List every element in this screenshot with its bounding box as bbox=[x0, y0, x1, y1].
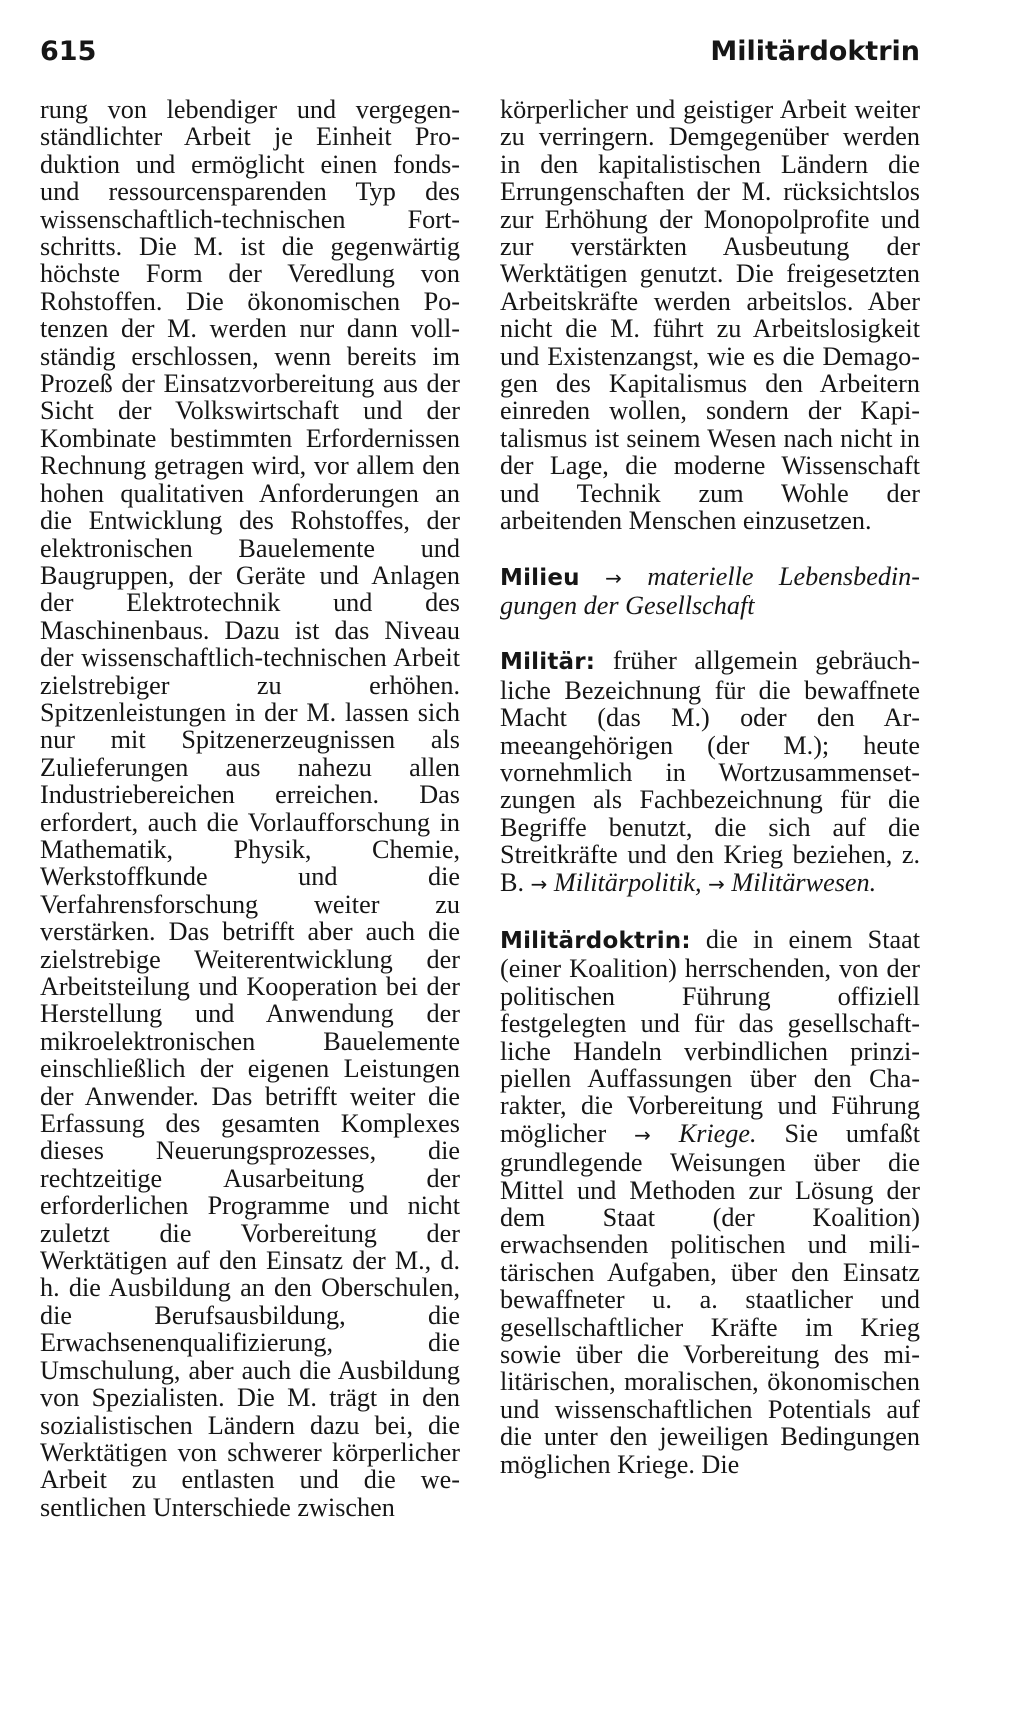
cross-reference-arrow-icon: → bbox=[634, 1122, 651, 1147]
left-column-text: rung von lebendiger und vergegenständlichter Arbeit je Einheit Produktion und ermöglicht einen fonds- und ressourcensparenden Typ des wissenschaftlich-technischen Fortschritts. Die M. ist die gegenwärtig höchste Form der Veredlung von Rohstoffen. Die ökonomischen Potenzen der M. werden nur dann vollständig erschlossen, wenn bereits im Prozeß der Einsatzvorbereitung aus der Sicht der Volkswirtschaft und der Kombinate bestimmten Erfordernissen Rechnung getragen wird, vor allem den hohen qualitativen Anforderungen an die Entwicklung des Rohstoffes, der elektronischen Bauelemente und Baugruppen, der Geräte und Anlagen der Elektrotechnik und des Maschinenbaus. Dazu ist das Niveau der wissenschaftlich-technischen Arbeit zielstrebiger zu erhöhen. Spitzenleistungen in der M. lassen sich nur mit Spitzenerzeugnissen als Zulieferungen aus nahezu allen Industriebereichen erreichen. Das erfordert, auch die Vorlaufforschung in Mathematik, Physik, Chemie, Werkstoffkunde und die Verfahrensforschung weiter zu verstärken. Das betrifft aber auch die zielstrebige Weiterentwicklung der Arbeitsteilung und Kooperation bei der Herstellung und Anwendung der mikroelektronischen Bauelemente einschließlich der eigenen Leistungen der Anwender. Das betrifft weiter die Erfassung des gesamten Komplexes dieses Neuerungsprozesses, die rechtzeitige Ausarbeitung der erforderlichen Programme und nicht zuletzt die Vorbereitung der Werktätigen auf den Einsatz der M., d. h. die Ausbildung an den Oberschulen, die Berufsausbildung, die Erwachsenenqualifizierung, die Umschulung, aber auch die Ausbildung von Spezialisten. Die M. trägt in den sozialistischen Ländern dazu bei, die Werktätigen von schwerer körperlicher Arbeit zu entlasten und die wesentlichen Unterschiede zwischen bbox=[40, 95, 460, 1522]
lemma-militaer: Militär: bbox=[500, 649, 596, 676]
entry-text: die in einem Staat (einer Koalition) herrschenden, von der politischen Führung offiziell festgelegten und für das gesellschaftliche Handeln verbindlichen prinzipiellen Auffassungen über den Charakter, die Vorbereitung und Führung möglicher bbox=[500, 924, 921, 1148]
lemma-militaerdoktrin: Militärdoktrin: bbox=[500, 927, 691, 954]
running-head bbox=[40, 36, 920, 76]
lemma-milieu: Milieu bbox=[500, 564, 580, 591]
entry-text-continued: Sie umfaßt grundlegende Weisungen über die Mittel und Methoden zur Lösung der dem Staat (der Koalition) erwachsenden politischen und militärischen Aufgaben, über den Einsatz bewaffneter u. a. staatlicher und gesellschaftlicher Kräfte im Krieg sowie über die Vorbereitung des militärischen, moralischen, ökonomischen und wissenschaftlichen Potentials auf die unter den jeweiligen Bedingungen möglichen Kriege. Die bbox=[500, 1118, 921, 1479]
entry-militaer bbox=[500, 647, 920, 898]
cross-reference-link[interactable]: materielle Lebensbedingungen der Gesellschaft bbox=[500, 561, 921, 620]
cross-reference-link[interactable]: Militärwesen. bbox=[731, 867, 877, 897]
cross-reference-link[interactable]: Kriege. bbox=[678, 1118, 757, 1148]
page-number: 615 bbox=[40, 36, 97, 67]
cross-reference-arrow-icon: → bbox=[605, 565, 622, 590]
cross-reference-arrow-icon: → bbox=[708, 871, 725, 896]
left-column bbox=[40, 96, 460, 1521]
entry-militaerdoktrin bbox=[500, 926, 920, 1478]
entry-milieu bbox=[500, 563, 920, 620]
continuation-text: körperlicher und geistiger Arbeit weiter zu verringern. Demgegenüber werden in den kapitalistischen Ländern die Errungenschaften der M. rücksichtslos zur Erhöhung der Monopolprofite und zur verstärkten Ausbeutung der Werktätigen genutzt. Die freigesetzten Arbeitskräfte werden arbeitslos. Aber nicht die M. führt zu Arbeitslosigkeit und Existenzangst, wie es die Demagogen des Kapitalismus den Arbeitern einreden wollen, sondern der Kapitalismus ist seinem Wesen nach nicht in der Lage, die moderne Wissenschaft und Technik zum Wohle der arbeitenden Menschen einzusetzen. bbox=[500, 95, 920, 536]
running-head-word: Militärdoktrin bbox=[710, 36, 920, 67]
cross-reference-arrow-icon: → bbox=[530, 871, 548, 896]
entry-text: früher allgemein gebräuchliche Bezeichnung für die bewaffnete Macht (das M.) oder den Armeeangehörigen (der M.); heute vornehmlich in Wortzusammensetzungen als Fachbezeichnung für die Begriffe benutzt, die sich auf die Streitkräfte und den Krieg beziehen, z. B. bbox=[500, 646, 920, 897]
right-column bbox=[500, 96, 920, 1478]
cross-reference-link[interactable]: Militärpolitik, bbox=[553, 867, 702, 897]
